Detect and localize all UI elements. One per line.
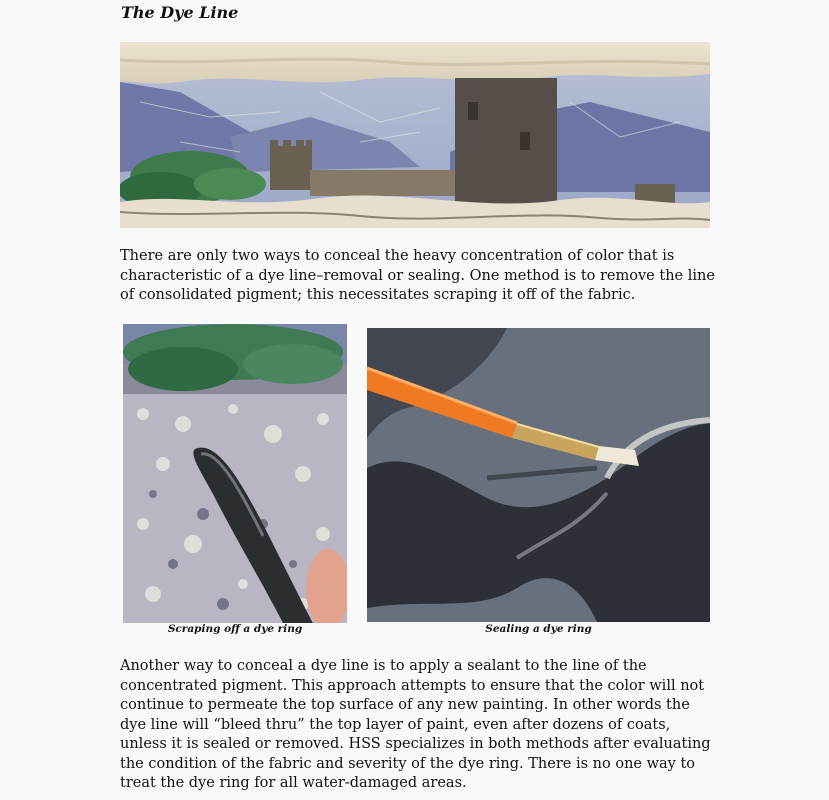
scraping-caption: Scraping off a dye ring	[167, 623, 303, 635]
sealing-photo	[367, 328, 710, 622]
sealing-caption: Sealing a dye ring	[485, 623, 592, 635]
section-heading: The Dye Line	[121, 3, 239, 22]
sealant-paragraph: Another way to conceal a dye line is to apply a sealant to the line of the concentrated pigment. This approach attempts to ensure that the color will not continue to permeate the top surface of any new painting. In other words the dye line will “bleed thru” the top layer of paint, even after dozens of coats, unless it is sealed or removed. HSS specializes in both methods after evaluating the condition of the fabric and severity of the dye ring. There is no one way to treat the dye ring for all water-damaged areas.	[120, 658, 711, 791]
scraping-photo	[123, 324, 347, 623]
intro-paragraph: There are only two ways to conceal the heavy concentration of color that is characteristic of a dye line–removal or sealing. One method is to remove the line of consolidated pigment; this necessitates scraping it off of the fabric.	[120, 248, 715, 303]
dye-line-banner-photo	[120, 42, 710, 228]
